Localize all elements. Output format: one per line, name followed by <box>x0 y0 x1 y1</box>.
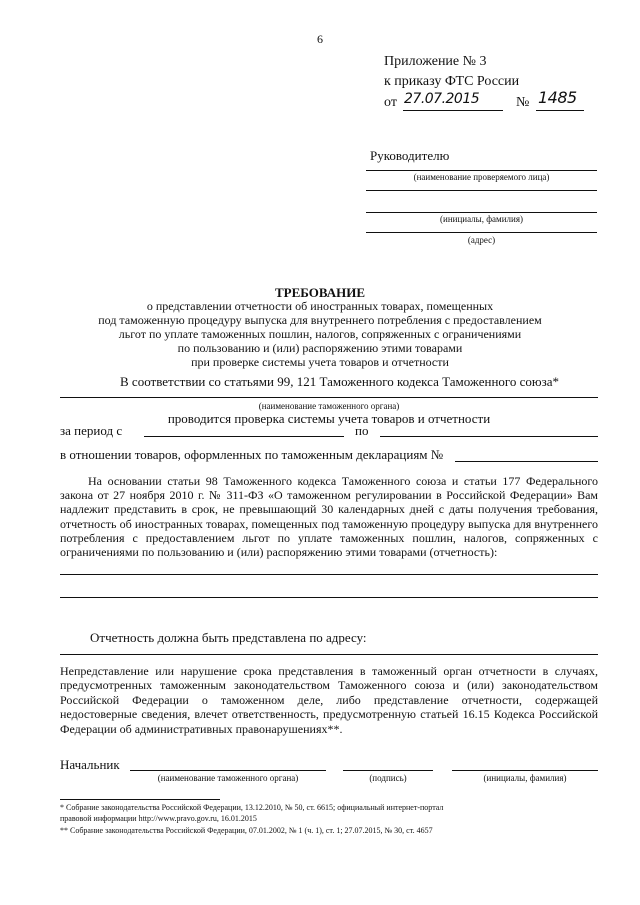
check-text: проводится проверка системы учета товаров и отчетности <box>167 411 491 426</box>
title-line-3: льгот по уплате таможенных пошлин, налогов, сопряженных с ограничениями <box>118 327 522 341</box>
caption-chief-customs: (наименование таможенного органа) <box>157 773 299 783</box>
caption-chief-initials: (инициалы, фамилия) <box>483 773 567 783</box>
report-line-1 <box>60 574 598 575</box>
customs-body-line <box>60 397 598 398</box>
appendix-order: к приказу ФТС России <box>384 74 520 89</box>
liability-paragraph: Непредставление или нарушение срока представления в таможенный орган отчетности в случаях, предусмотренных таможенным законодательством Таможенного союза и (или) законодательством Российской Федерации о таможенном деле, либо представление отчетности, содержащей недостоверные сведения, влечет ответственность, предусмотренную статьей 16.15 Кодекса Российской Федерации об административных правонарушениях**. <box>60 664 598 736</box>
addressee-line-1 <box>366 170 597 171</box>
addressee-line-3 <box>366 212 597 213</box>
declaration-label: в отношении товаров, оформленных по таможенным декларациям № <box>60 447 444 462</box>
addressee-to: Руководителю <box>370 148 450 163</box>
number-prefix: № <box>516 95 530 110</box>
caption-address: (адрес) <box>467 235 496 245</box>
chief-label: Начальник <box>60 757 120 772</box>
handwritten-date: 27.07.2015 <box>404 91 480 107</box>
period-from-label: за период с <box>60 423 123 438</box>
title-line-5: при проверке системы учета товаров и отчетности <box>191 355 449 369</box>
caption-signature: (подпись) <box>369 773 407 783</box>
document-heading: ТРЕБОВАНИЕ <box>274 285 366 300</box>
addressee-line-2 <box>366 190 597 191</box>
title-line-4: по пользованию и (или) распоряжению этими товарами <box>177 341 463 355</box>
main-paragraph: На основании статьи 98 Таможенного кодекса Таможенного союза и статьи 177 Федерального закона от 27 ноября 2010 г. № 311-ФЗ «О таможенном регулировании в Российской Федерации» Вам надлежит представить в срок, не превышающий 30 календарных дней с даты получения требования, отчетность об иностранных товарах, помещенных под таможенную процедуру выпуска для внутреннего потребления с предоставлением льгот по уплате таможенных пошлин, налогов, сопряженных с ограничениями по пользованию и (или) распоряжению этими товарами (отчетность): <box>60 474 598 560</box>
handwritten-number: 1485 <box>538 88 577 107</box>
period-to-label: по <box>355 423 369 438</box>
title-line-1: о представлении отчетности об иностранных товарах, помещенных <box>146 299 494 313</box>
date-prefix: от <box>384 95 397 110</box>
caption-checked-entity: (наименование проверяемого лица) <box>413 172 550 182</box>
signature-line <box>343 770 433 771</box>
caption-customs-body: (наименование таможенного органа) <box>258 401 400 411</box>
address-label: Отчетность должна быть представлена по адресу: <box>90 630 367 645</box>
period-to-line <box>380 436 598 437</box>
report-line-2 <box>60 597 598 598</box>
footnote-1-line-1: * Собрание законодательства Российской Федерации, 13.12.2010, № 50, ст. 6615; официальный интернет-портал <box>60 803 444 812</box>
page-number: 6 <box>317 32 323 46</box>
number-underline <box>536 110 584 111</box>
date-underline <box>403 110 503 111</box>
appendix-title: Приложение № 3 <box>384 54 487 69</box>
footnote-2: ** Собрание законодательства Российской Федерации, 07.01.2002, № 1 (ч. 1), ст. 1; 27.07.2015, № 30, ст. 4657 <box>60 826 433 835</box>
declaration-line <box>455 461 598 462</box>
basis-text: В соответствии со статьями 99, 121 Таможенного кодекса Таможенного союза* <box>120 374 560 389</box>
addressee-line-4 <box>366 232 597 233</box>
address-line <box>60 654 598 655</box>
title-line-2: под таможенную процедуру выпуска для внутреннего потребления с предоставлением <box>98 313 542 327</box>
footnote-separator <box>60 799 220 800</box>
caption-initials: (инициалы, фамилия) <box>440 214 523 224</box>
chief-customs-line <box>130 770 326 771</box>
period-from-line <box>144 436 344 437</box>
footnote-1-line-2: правовой информации http://www.pravo.gov.ru, 16.01.2015 <box>60 814 257 823</box>
initials-line <box>452 770 598 771</box>
